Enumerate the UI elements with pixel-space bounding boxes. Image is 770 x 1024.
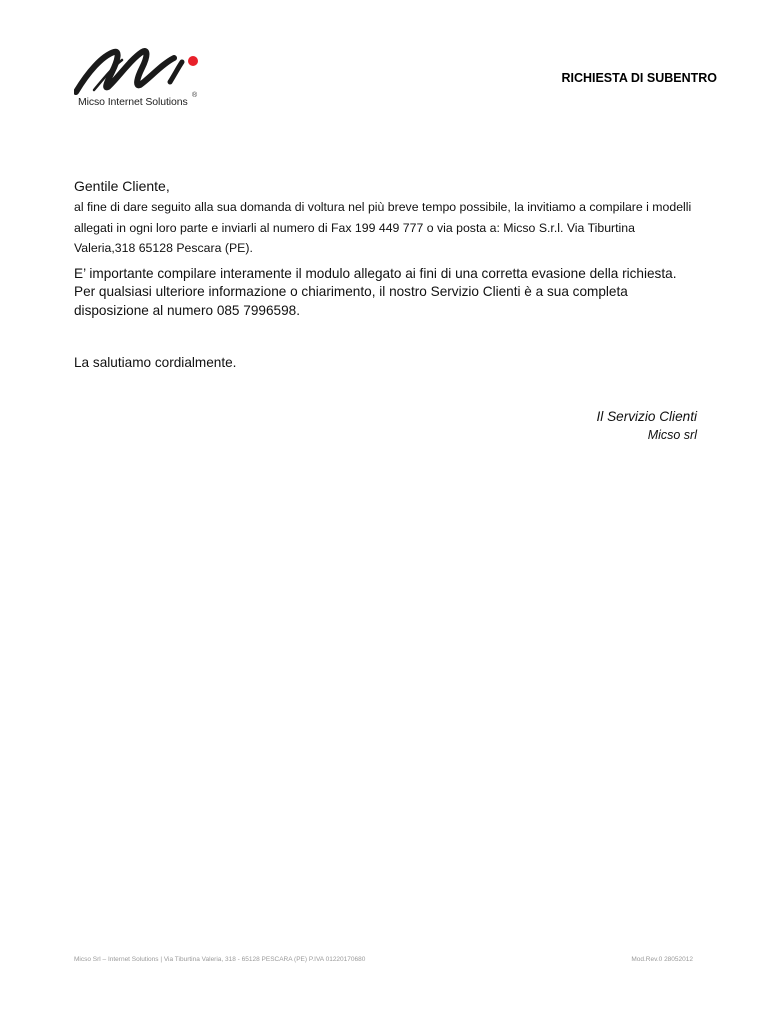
signature-company: Micso srl — [647, 428, 697, 442]
signature-name: Il Servizio Clienti — [596, 409, 697, 424]
contact-paragraph: Per qualsiasi ulteriore informazione o chiarimento, il nostro Servizio Clienti è a sua completa disposizione al numero 085 7996598. — [74, 284, 628, 318]
signature-block — [597, 408, 697, 444]
footer-revision: Mod.Rev.0 28052012 — [631, 956, 693, 963]
company-logo — [74, 42, 208, 112]
greeting: Gentile Cliente, — [74, 178, 170, 194]
micso-logo-mark — [74, 42, 208, 98]
logo-text: Micso Internet Solutions — [78, 96, 188, 108]
intro-paragraph: al fine di dare seguito alla sua domanda di voltura nel più breve tempo possibile, la invitiamo a compilare i modelli allegati in ogni loro parte e inviarli al numero di Fax 199 449 777 o via posta a: Micso S.r.l. Via Tiburtina Valeria,318 65128 Pescara (PE). — [74, 200, 692, 255]
instructions-paragraph: E’ importante compilare interamente il modulo allegato ai fini di una corretta evasione della richiesta. — [74, 266, 677, 281]
document-title: RICHIESTA DI SUBENTRO — [561, 71, 717, 85]
logo-red-dot-icon — [188, 56, 198, 66]
instructions-block — [74, 265, 698, 320]
footer-company-info: Micso Srl – Internet Solutions | Via Tiburtina Valeria, 318 - 65128 PESCARA (PE) P.IVA 01220170680 — [74, 956, 366, 963]
closing-line: La salutiamo cordialmente. — [74, 355, 237, 370]
registered-mark: ® — [192, 92, 198, 98]
